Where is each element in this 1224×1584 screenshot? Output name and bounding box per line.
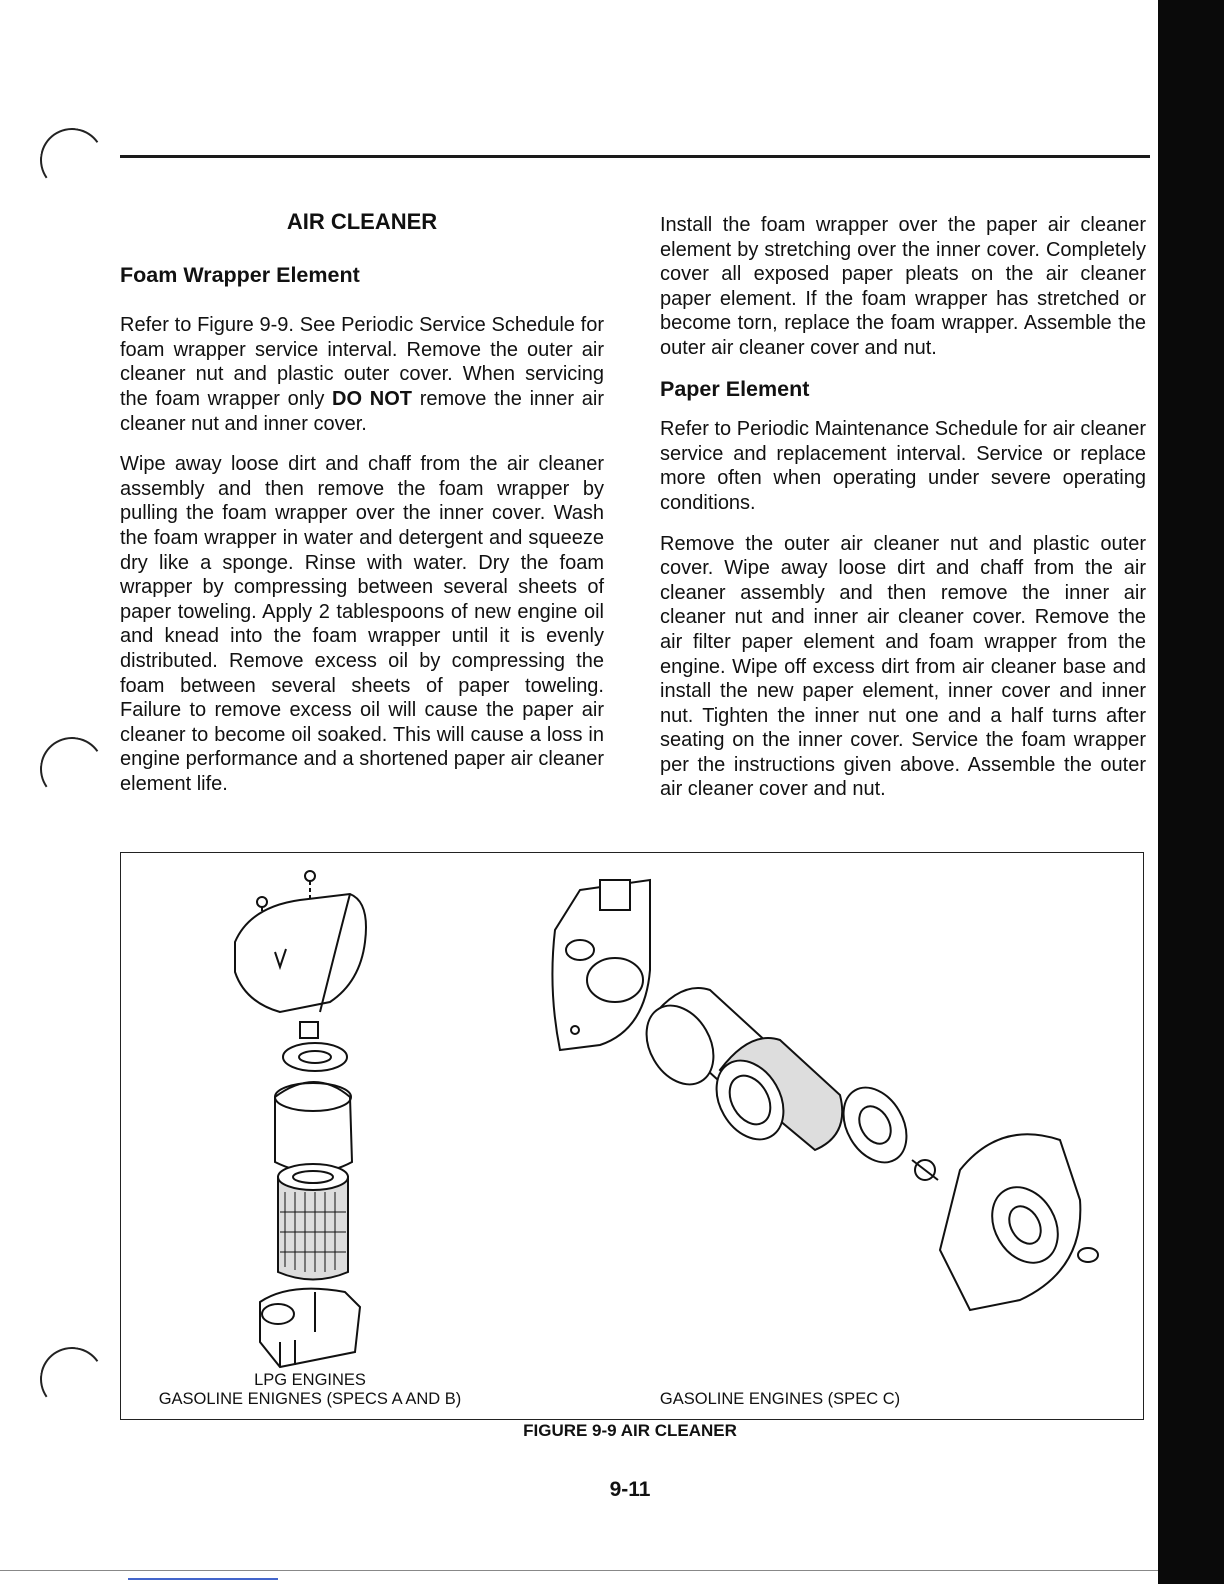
right-figure-caption: GASOLINE ENGINES (SPEC C) xyxy=(659,1390,901,1408)
foam-wrapper-heading: Foam Wrapper Element xyxy=(120,262,360,287)
left-column xyxy=(120,210,604,812)
left-figure-caption xyxy=(140,1371,480,1409)
air-cleaner-spec-c-illustration xyxy=(540,870,1110,1320)
caption-gasoline-ab: GASOLINE ENIGNES (SPECS A AND B) xyxy=(158,1390,462,1408)
text-run: Refer to Figure 9-9. See Periodic Service Schedule for foam wrapper service interval. Remove the outer air cleaner nut and plastic outer cover. When servicing the foam wrapper only xyxy=(120,314,604,410)
install-paragraph: Install the foam wrapper over the paper air cleaner element by stretching over the inner cover. Completely cover all exposed paper pleats on the air cleaner paper element. If the foam wrapper has stretched or become torn, replace the foam wrapper. Assemble the outer air cleaner cover and nut. xyxy=(660,214,1146,359)
scan-edge-bar xyxy=(1158,0,1224,1584)
paper-paragraph-2: Remove the outer air cleaner nut and plastic outer cover. Wipe away loose dirt and chaff from the air cleaner assembly and then remove the inner air cleaner nut and inner air cleaner cover. Remove the air filter paper element and foam wrapper from the engine. Wipe off excess dirt from air cleaner base and install the new paper element, inner cover and inner nut. Tighten the inner nut one and a half turns after seating on the inner cover. Service the foam wrapper per the instructions given above. Assemble the outer air cleaner cover and nut. xyxy=(660,532,1146,801)
paper-element-heading: Paper Element xyxy=(660,376,810,401)
punch-hole-mark xyxy=(35,1342,109,1416)
footer-rule xyxy=(0,1570,1158,1571)
page-number: 9-11 xyxy=(609,1478,651,1501)
footer-mark xyxy=(128,1578,278,1580)
air-cleaner-stacked-illustration xyxy=(220,862,390,1372)
paper-paragraph-1: Refer to Periodic Maintenance Schedule for air cleaner service and replacement interval. Service or replace more often when operating under severe operating conditions. xyxy=(660,418,1146,514)
section-title: AIR CLEANER xyxy=(286,209,438,234)
foam-paragraph-2: Wipe away loose dirt and chaff from the air cleaner assembly and then remove the foam wrapper by pulling the foam wrapper over the inner cover. Wash the foam wrapper in water and detergent and squeeze dry like a sponge. Rinse with water. Dry the foam wrapper by compressing between several sheets of paper toweling. Apply 2 tablespoons of new engine oil and knead into the foam wrapper until it is evenly distributed. Remove excess oil by compressing the foam between several sheets of paper toweling. Failure to remove excess oil will cause the paper air cleaner to become oil soaked. This will cause a loss in engine performance and a shortened paper air cleaner element life. xyxy=(120,453,604,795)
text-run: remove the inner air cleaner nut and inner cover. xyxy=(120,387,605,435)
emphasis-do-not: DO NOT xyxy=(332,387,412,410)
foam-paragraph-1 xyxy=(120,313,604,436)
punch-hole-mark xyxy=(35,732,109,806)
header-rule xyxy=(120,155,1150,158)
right-column xyxy=(660,213,1146,818)
caption-lpg: LPG ENGINES xyxy=(254,1371,366,1389)
punch-hole-mark xyxy=(35,123,109,197)
figure-title: FIGURE 9-9 AIR CLEANER xyxy=(523,1421,737,1440)
